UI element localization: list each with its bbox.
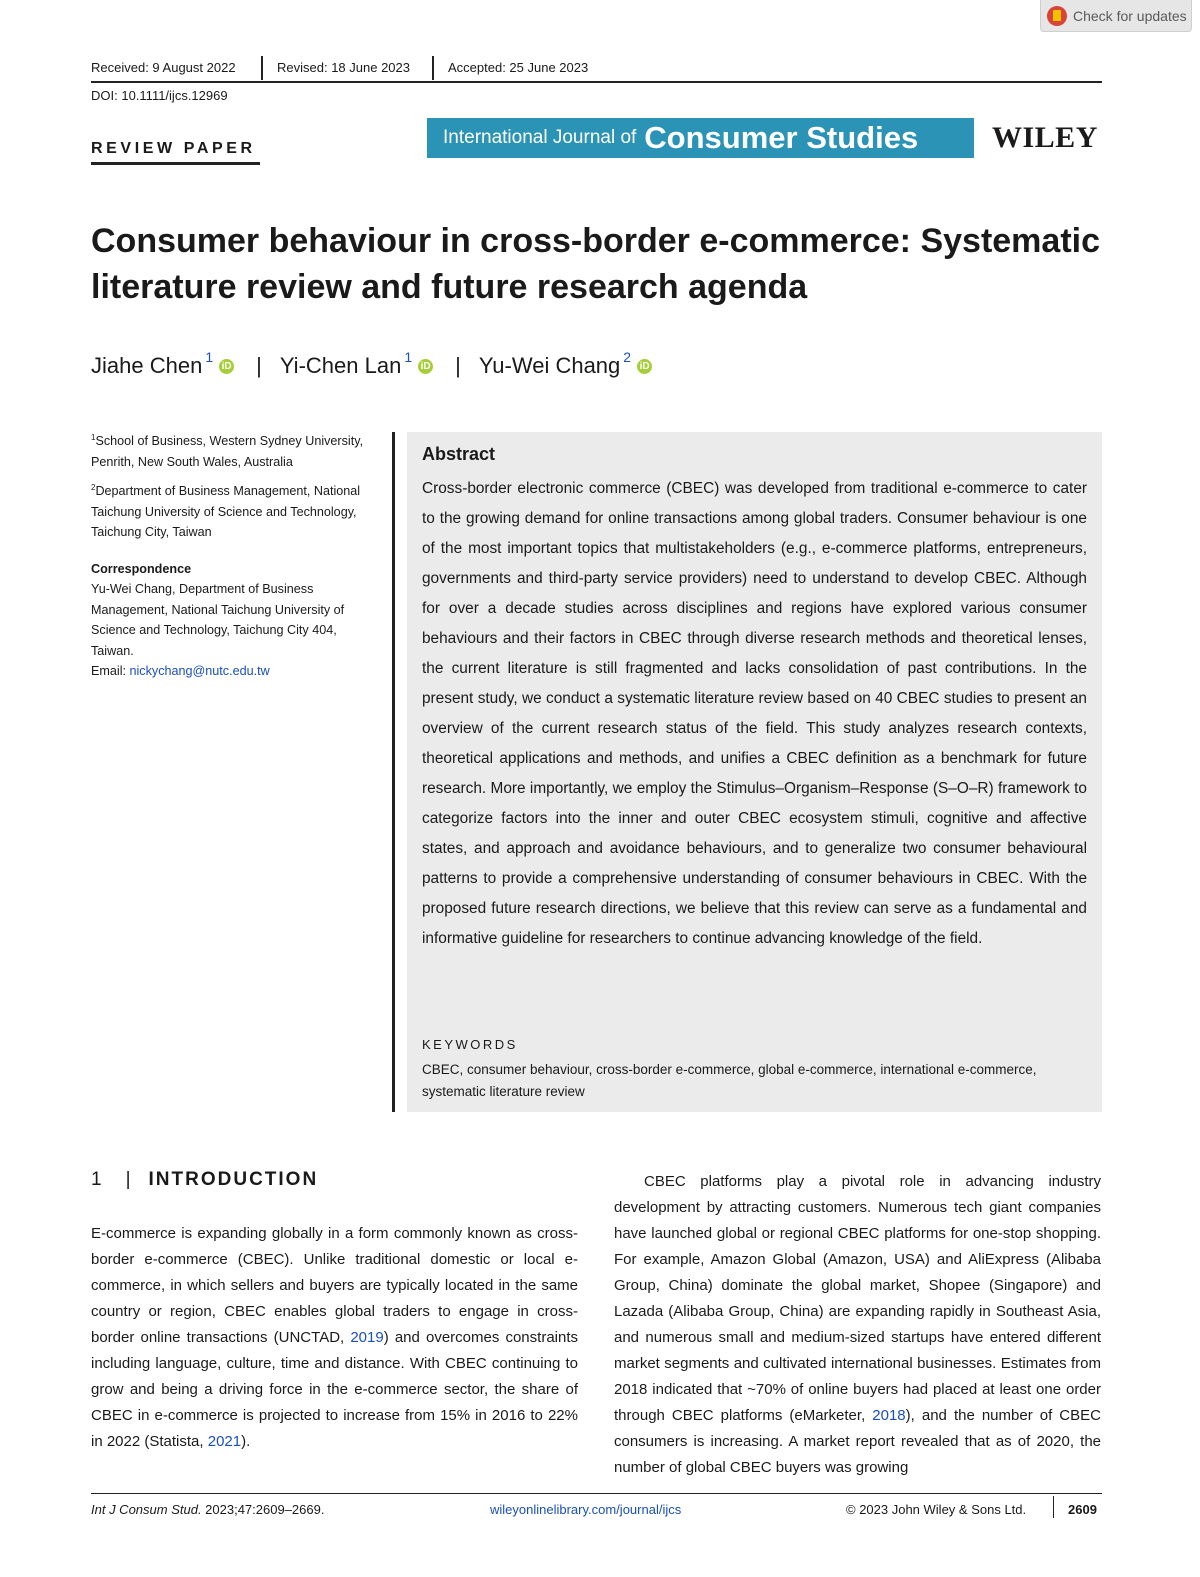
accepted-date: Accepted: 25 June 2023 bbox=[448, 60, 589, 75]
section-separator: | bbox=[125, 1169, 133, 1190]
bookmark-icon bbox=[1047, 6, 1067, 26]
affiliation bbox=[91, 478, 381, 543]
affiliations bbox=[91, 428, 381, 682]
copyright: © 2023 John Wiley & Sons Ltd. bbox=[846, 1502, 1027, 1517]
author-name: Yu-Wei Chang bbox=[478, 353, 621, 378]
author-affiliation-ref: 2 bbox=[623, 349, 632, 365]
paragraph bbox=[614, 1169, 1101, 1481]
author-name: Yi-Chen Lan bbox=[279, 353, 402, 378]
affiliation-number: 2 bbox=[91, 483, 96, 493]
revised-date: Revised: 18 June 2023 bbox=[277, 60, 410, 75]
footer-divider bbox=[1053, 1496, 1054, 1518]
abstract-side-bar bbox=[392, 432, 395, 1112]
affiliation-text: Department of Business Management, National Taichung University of Science and Technology, Taichung City, Taiwan bbox=[91, 484, 361, 540]
journal-url-link[interactable]: wileyonlinelibrary.com/journal/ijcs bbox=[490, 1502, 682, 1517]
journal-banner bbox=[427, 118, 974, 158]
article-type-underline bbox=[91, 162, 260, 165]
abstract-text: Cross-border electronic commerce (CBEC) was developed from traditional e-commerce to cater to the growing demand for online transactions among global traders. Consumer behaviour is one of the most important topics that multistakeholders (e.g., e-commerce platforms, entrepreneurs, governments and third-party service providers) need to understand to develop CBEC. Although for over a decade studies across disciplines and regions have explored various consumer behaviours and their factors in CBEC through diverse research methods and theoretical lenses, the current literature is still fragmented and lacks consolidation of past contributions. In the present study, we conduct a systematic literature review based on 40 CBEC studies to present an overview of the current research status of the field. This study analyzes research contexts, theoretical applications and methods, and unifies a CBEC definition as a benchmark for future research. More importantly, we employ the Stimulus–Organism–Response (S–O–R) framework to categorize factors into the inner and outer CBEC ecosystem stimuli, cognitive and affective states, and approach and avoidance behaviours, and to generalize two consumer behavioural patterns to provide a comprehensive understanding of consumer behaviours in CBEC. With the proposed future research directions, we believe that this review can serve as a fundamental and informative guideline for researchers to continue advancing knowledge of the field. bbox=[422, 480, 1087, 947]
author[interactable] bbox=[91, 349, 234, 379]
author-name: Jiahe Chen bbox=[91, 353, 203, 378]
article-type: REVIEW PAPER bbox=[91, 140, 256, 157]
publisher-logo: WILEY bbox=[992, 121, 1098, 154]
author-affiliation-ref: 1 bbox=[205, 349, 214, 365]
orcid-icon[interactable]: iD bbox=[637, 359, 652, 374]
footer-citation bbox=[91, 1502, 324, 1517]
section-number: 1 bbox=[91, 1169, 104, 1190]
keywords-text: CBEC, consumer behaviour, cross-border e-commerce, global e-commerce, international e-commerce, systematic literature review bbox=[422, 1062, 1037, 1099]
correspondence-heading: Correspondence bbox=[91, 561, 192, 576]
email-link[interactable]: nickychang@nutc.edu.tw bbox=[129, 664, 270, 679]
paragraph-text: ), and the number of CBEC consumers is increasing. A market report revealed that as of 2020, the number of global CBEC buyers was growing bbox=[614, 1407, 1101, 1476]
author-separator: | bbox=[256, 353, 262, 378]
citation-link[interactable]: 2021 bbox=[207, 1433, 242, 1450]
date-divider bbox=[261, 56, 263, 80]
affiliation bbox=[91, 428, 381, 472]
orcid-icon[interactable]: iD bbox=[418, 359, 433, 374]
author[interactable] bbox=[478, 349, 652, 379]
author-separator: | bbox=[455, 353, 461, 378]
paragraph-text: E-commerce is expanding globally in a form commonly known as cross-border e-commerce (CBEC). Unlike traditional domestic or local e-commerce, in which sellers and buyers are typically located in the same country or region, CBEC enables global traders to engage in cross-border online transactions (UNCTAD, bbox=[91, 1225, 578, 1346]
correspondence-email bbox=[91, 661, 381, 682]
footer-rule bbox=[91, 1493, 1102, 1494]
author-list bbox=[91, 350, 652, 382]
doi: DOI: 10.1111/ijcs.12969 bbox=[91, 88, 228, 103]
paragraph-text: ). bbox=[241, 1433, 251, 1450]
citation-link[interactable]: 2019 bbox=[350, 1329, 384, 1346]
author[interactable] bbox=[279, 349, 433, 379]
keywords-heading: KEYWORDS bbox=[422, 1037, 518, 1052]
section-title: INTRODUCTION bbox=[148, 1169, 319, 1190]
paragraph-text: CBEC platforms play a pivotal role in advancing industry development by attracting customers. Numerous tech giant companies have launched global or regional CBEC platforms for one-stop shopping. For example, Amazon Global (Amazon, USA) and AliExpress (Alibaba Group, China) dominate the global market, Shopee (Singapore) and Lazada (Alibaba Group, China) are expanding rapidly in Southeast Asia, and numerous small and medium-sized startups have entered different market segments and cultivated international businesses. Estimates from 2018 indicated that ~70% of online buyers had placed at least one order through CBEC platforms (eMarketer, bbox=[614, 1173, 1101, 1424]
affiliation-text: School of Business, Western Sydney University, Penrith, New South Wales, Australia bbox=[91, 434, 364, 469]
email-label: Email: bbox=[91, 664, 130, 679]
paragraph bbox=[91, 1221, 578, 1455]
article-dates bbox=[91, 60, 1102, 82]
paragraph-text: ) and overcomes constraints including language, culture, time and distance. With CBEC continuing to grow and being a driving force in the e-commerce sector, the share of CBEC in e-commerce is projected to increase from 15% in 2016 to 22% in 2022 (Statista, bbox=[91, 1329, 578, 1450]
section-heading bbox=[91, 1169, 318, 1191]
intro-column-right bbox=[614, 1169, 1101, 1481]
abstract-heading: Abstract bbox=[422, 444, 496, 464]
orcid-icon[interactable]: iD bbox=[219, 359, 234, 374]
correspondence-text: Yu-Wei Chang, Department of Business Management, National Taichung University of Science and Technology, Taichung City 404, Taiwan. bbox=[91, 582, 345, 658]
author-affiliation-ref: 1 bbox=[404, 349, 413, 365]
citation-link[interactable]: 2018 bbox=[872, 1407, 906, 1424]
check-for-updates-button[interactable] bbox=[1040, 0, 1192, 32]
received-date: Received: 9 August 2022 bbox=[91, 60, 236, 75]
header-rule bbox=[91, 81, 1102, 83]
date-divider bbox=[432, 56, 434, 80]
journal-abbrev: Int J Consum Stud. bbox=[91, 1502, 202, 1517]
article-title: Consumer behaviour in cross-border e-commerce: Systematic literature review and future research agenda bbox=[91, 222, 1100, 306]
journal-name-prefix: International Journal of bbox=[443, 127, 637, 148]
journal-name: Consumer Studies bbox=[644, 120, 919, 155]
intro-column-left bbox=[91, 1221, 578, 1455]
citation-details: 2023;47:2609–2669. bbox=[201, 1502, 325, 1517]
affiliation-number: 1 bbox=[91, 433, 96, 442]
check-for-updates-label: Check for updates bbox=[1073, 7, 1187, 24]
page-number: 2609 bbox=[1068, 1502, 1097, 1517]
